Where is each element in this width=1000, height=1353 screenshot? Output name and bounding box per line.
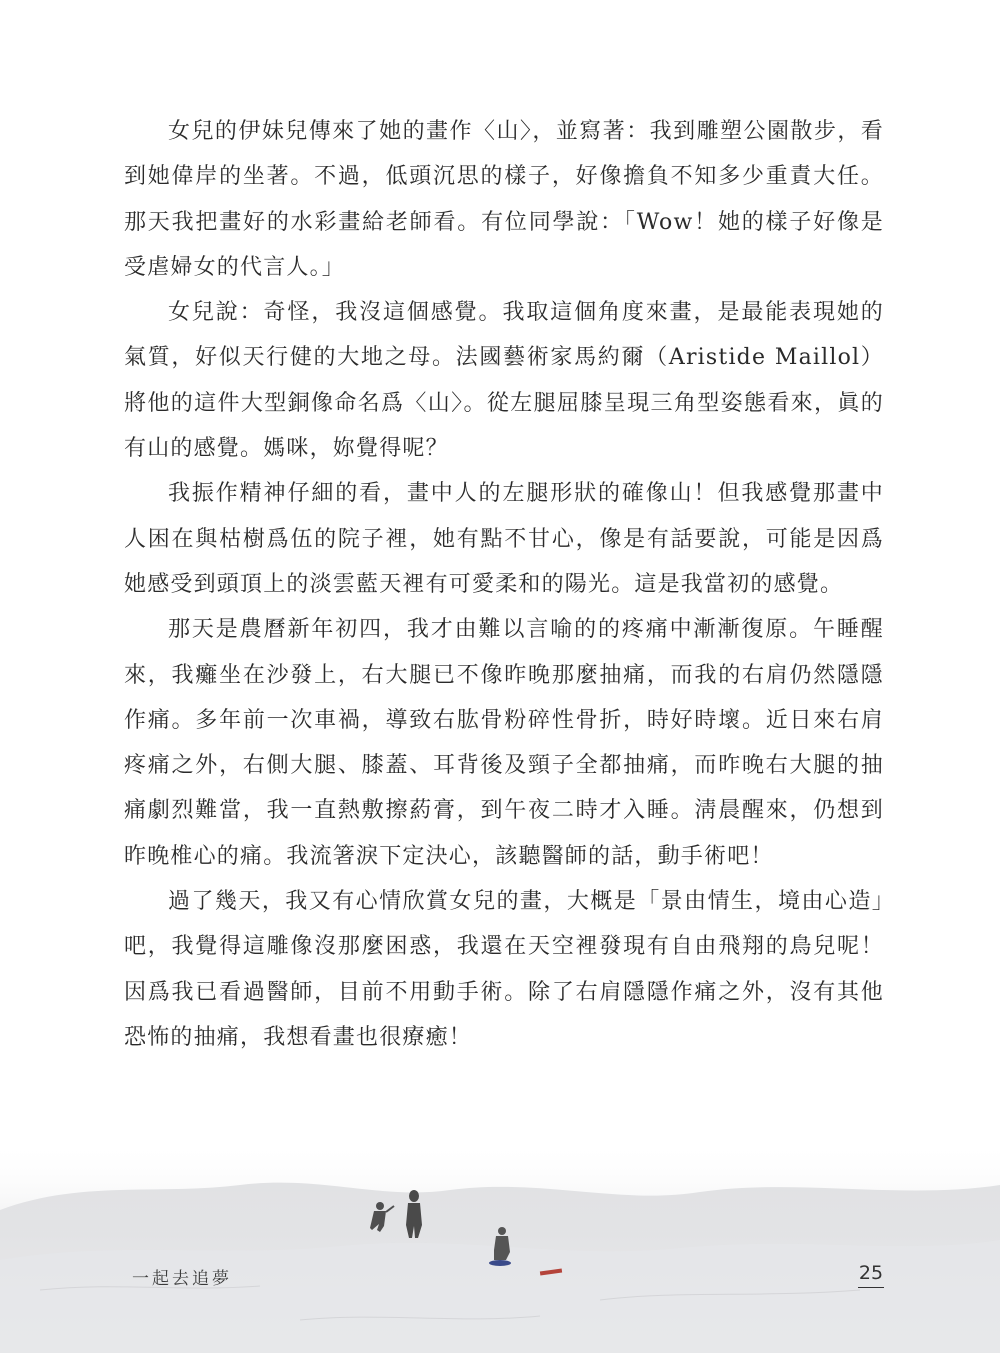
paragraph-4: 那天是農曆新年初四，我才由難以言喻的的疼痛中漸漸復原。午睡醒來，我癱坐在沙發上，右大腿已不像昨晚那麼抽痛，而我的右肩仍然隱隱作痛。多年前一次車禍，導致右肱骨粉碎性骨折，時好時壞。近日來右肩疼痛之外，右側大腿、膝蓋、耳背後及頸子全都抽痛，而昨晚右大腿的抽痛劇烈難當，我一直熱敷擦葯膏，到午夜二時才入睡。淸晨醒來，仍想到昨晚椎心的痛。我流箸淚下定決心，該聽醫師的話，動手術吧！: [124, 617, 884, 869]
paragraph-3: 我振作精神仔細的看，畫中人的左腿形狀的確像山！但我感覺那畫中人困在與枯樹爲伍的院子裡，她有點不甘心，像是有話要說，可能是因爲她感受到頭頂上的淡雲藍天裡有可愛柔和的陽光。這是我當初的感覺。: [124, 481, 884, 597]
paragraph-5: 過了幾天，我又有心情欣賞女兒的畫，大概是「景由情生，境由心造」吧，我覺得這雕像沒那麼困惑，我還在天空裡發現有自由飛翔的鳥兒呢！因爲我已看過醫師，目前不用動手術。除了右肩隱隱作痛之外，沒有其他恐怖的抽痛，我想看畫也很療癒！: [124, 889, 884, 1050]
body-text: [124, 109, 884, 1060]
snowy-landscape-illustration: [0, 1140, 1000, 1353]
book-title: 一起去追夢: [132, 1269, 232, 1289]
paragraph-1: 女兒的伊妹兒傳來了她的畫作〈山〉，並寫著：我到雕塑公園散步，看到她偉岸的坐著。不過，低頭沉思的樣子，好像擔負不知多少重責大任。那天我把畫好的水彩畫給老師看。有位同學說：「Wow！她的樣子好像是受虐婦女的代言人。」: [124, 119, 884, 280]
paragraph-2: 女兒說：奇怪，我沒這個感覺。我取這個角度來畫，是最能表現她的氣質，好似天行健的大地之母。法國藝術家馬約爾（Aristide Maillol）將他的這件大型銅像命名爲〈山〉。從左腿屈膝呈現三角型姿態看來，眞的有山的感覺。媽咪，妳覺得呢？: [124, 300, 884, 462]
page-number: 25: [858, 1262, 884, 1288]
